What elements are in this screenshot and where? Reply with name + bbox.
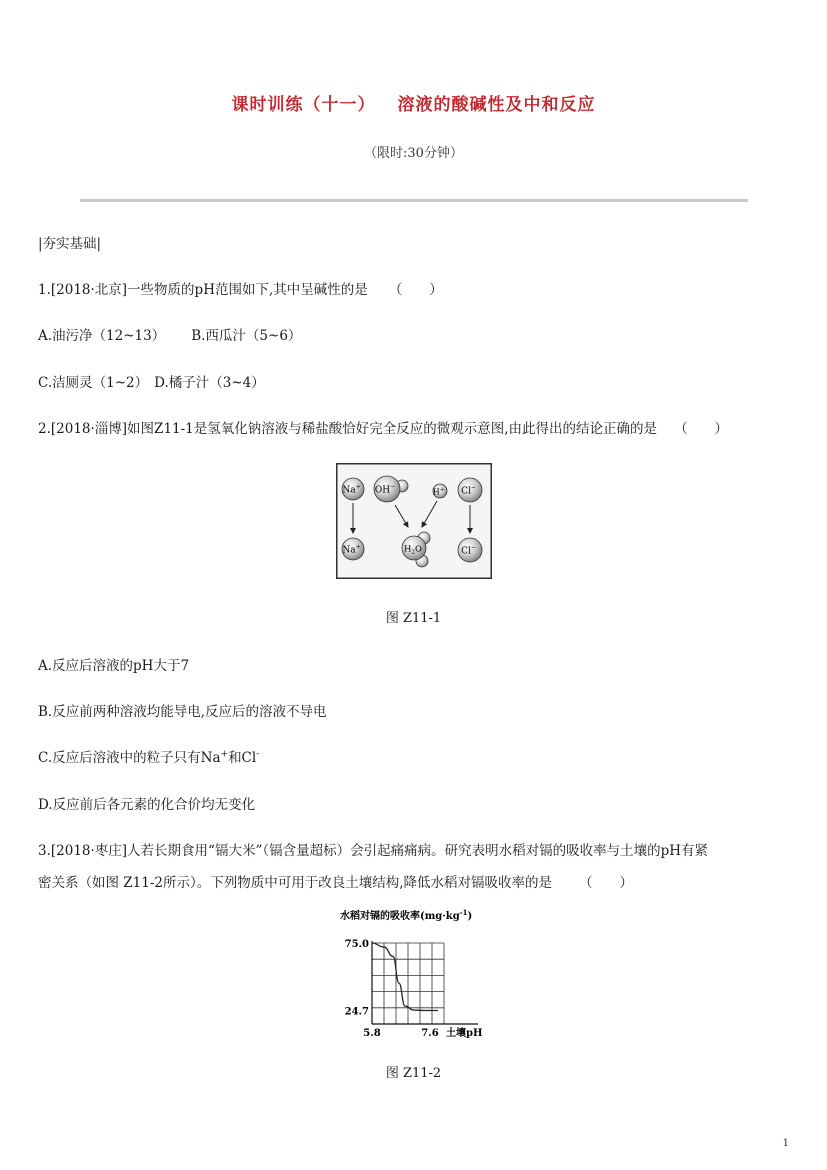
title-topic: 溶液的酸碱性及中和反应 bbox=[397, 95, 596, 115]
question-3-stem-line-1: 3.[2018·枣庄]人若长期食用“镉大米”（镉含量超标）会引起痛痛病。研究表明水稻对镉的吸收率与土壤的pH有紧 bbox=[38, 843, 709, 859]
x-tick-label: 7.6 bbox=[421, 1028, 439, 1039]
question-1-option-a: A.油污净（12~13） bbox=[38, 328, 166, 344]
time-limit: （限时:30分钟） bbox=[364, 146, 463, 161]
sodium-ion-after bbox=[342, 538, 364, 560]
question-2-option-d: D.反应前后各元素的化合价均无变化 bbox=[38, 797, 256, 813]
question-2-option-b: B.反应前两种溶液均能导电,反应后的溶液不导电 bbox=[38, 704, 327, 720]
svg-text:H2O: $H_2O$ bbox=[404, 544, 422, 556]
page-title bbox=[0, 90, 827, 115]
option-c-sup-2: - bbox=[256, 749, 260, 760]
reaction-micro-diagram bbox=[336, 463, 492, 579]
question-3-text: 密关系（如图 Z11-2所示）。下列物质中可用于改良土壤结构,降低水稻对镉吸收率的是 bbox=[38, 875, 553, 891]
y-tick-label: 75.0 bbox=[344, 939, 369, 950]
chart-title: 水稻对镉的吸收率$(mg\cdot kg^{-1})$ bbox=[340, 908, 473, 922]
question-2-option-c bbox=[38, 746, 259, 766]
svg-text:OH−: OH− bbox=[374, 483, 396, 496]
chloride-ion-after bbox=[458, 538, 482, 562]
option-c-text-1: C.反应后溶液中的粒子只有Na bbox=[38, 750, 221, 766]
question-1-option-c: C.洁厕灵（1~2） bbox=[38, 375, 149, 391]
chart-series-line bbox=[372, 943, 438, 1011]
section-heading: |夯实基础| bbox=[38, 236, 102, 252]
svg-text:H+: H+ bbox=[432, 487, 445, 497]
question-2-stem bbox=[38, 417, 731, 437]
svg-text:Na+: Na+ bbox=[342, 483, 361, 496]
svg-text:Cl−: Cl− bbox=[461, 544, 476, 557]
question-3-answer-blank: （ ） bbox=[579, 875, 634, 891]
question-2-option-a: A.反应后溶液的pH大于7 bbox=[38, 658, 190, 674]
option-c-sup-1: + bbox=[220, 749, 229, 760]
chloride-ion-before bbox=[458, 478, 482, 502]
chart-axes bbox=[372, 941, 478, 1024]
cadmium-absorption-chart bbox=[330, 905, 500, 1043]
header-divider bbox=[80, 199, 748, 202]
figure-1-caption: 图 Z11-1 bbox=[385, 611, 442, 626]
question-1-option-d: D.橘子汁（3~4） bbox=[154, 375, 265, 391]
page-number: 1 bbox=[782, 1138, 789, 1149]
question-3-stem-line-2 bbox=[38, 871, 636, 891]
question-1-answer-blank: （ ） bbox=[388, 282, 443, 298]
title-lesson: 课时训练（十一） bbox=[231, 95, 376, 115]
y-tick-label: 24.7 bbox=[344, 1006, 369, 1018]
sodium-ion-before bbox=[342, 478, 364, 500]
question-1-stem bbox=[38, 278, 446, 298]
x-tick-label: 5.8 bbox=[363, 1028, 381, 1039]
question-1-options-ab bbox=[38, 324, 301, 344]
question-1-option-b: B.西瓜汁（5~6） bbox=[191, 328, 302, 344]
chart-x-axis-label: 土壤pH bbox=[446, 1028, 483, 1039]
question-1-text: 1.[2018·北京]一些物质的pH范围如下,其中呈碱性的是 bbox=[38, 282, 368, 298]
question-2-answer-blank: （ ） bbox=[674, 421, 729, 437]
svg-text:Na+: Na+ bbox=[342, 543, 361, 556]
question-2-text: 2.[2018·淄博]如图Z11-1是氢氧化钠溶液与稀盐酸恰好完全反应的微观示意图,由此得出的结论正确的是 bbox=[38, 421, 658, 437]
figure-2-caption: 图 Z11-2 bbox=[385, 1066, 442, 1081]
option-c-text-2: 和Cl bbox=[228, 750, 257, 766]
svg-text:Cl−: Cl− bbox=[461, 484, 476, 497]
hydrogen-ion bbox=[433, 484, 447, 498]
question-1-options-cd bbox=[38, 371, 265, 391]
chart-grid bbox=[372, 943, 444, 1024]
